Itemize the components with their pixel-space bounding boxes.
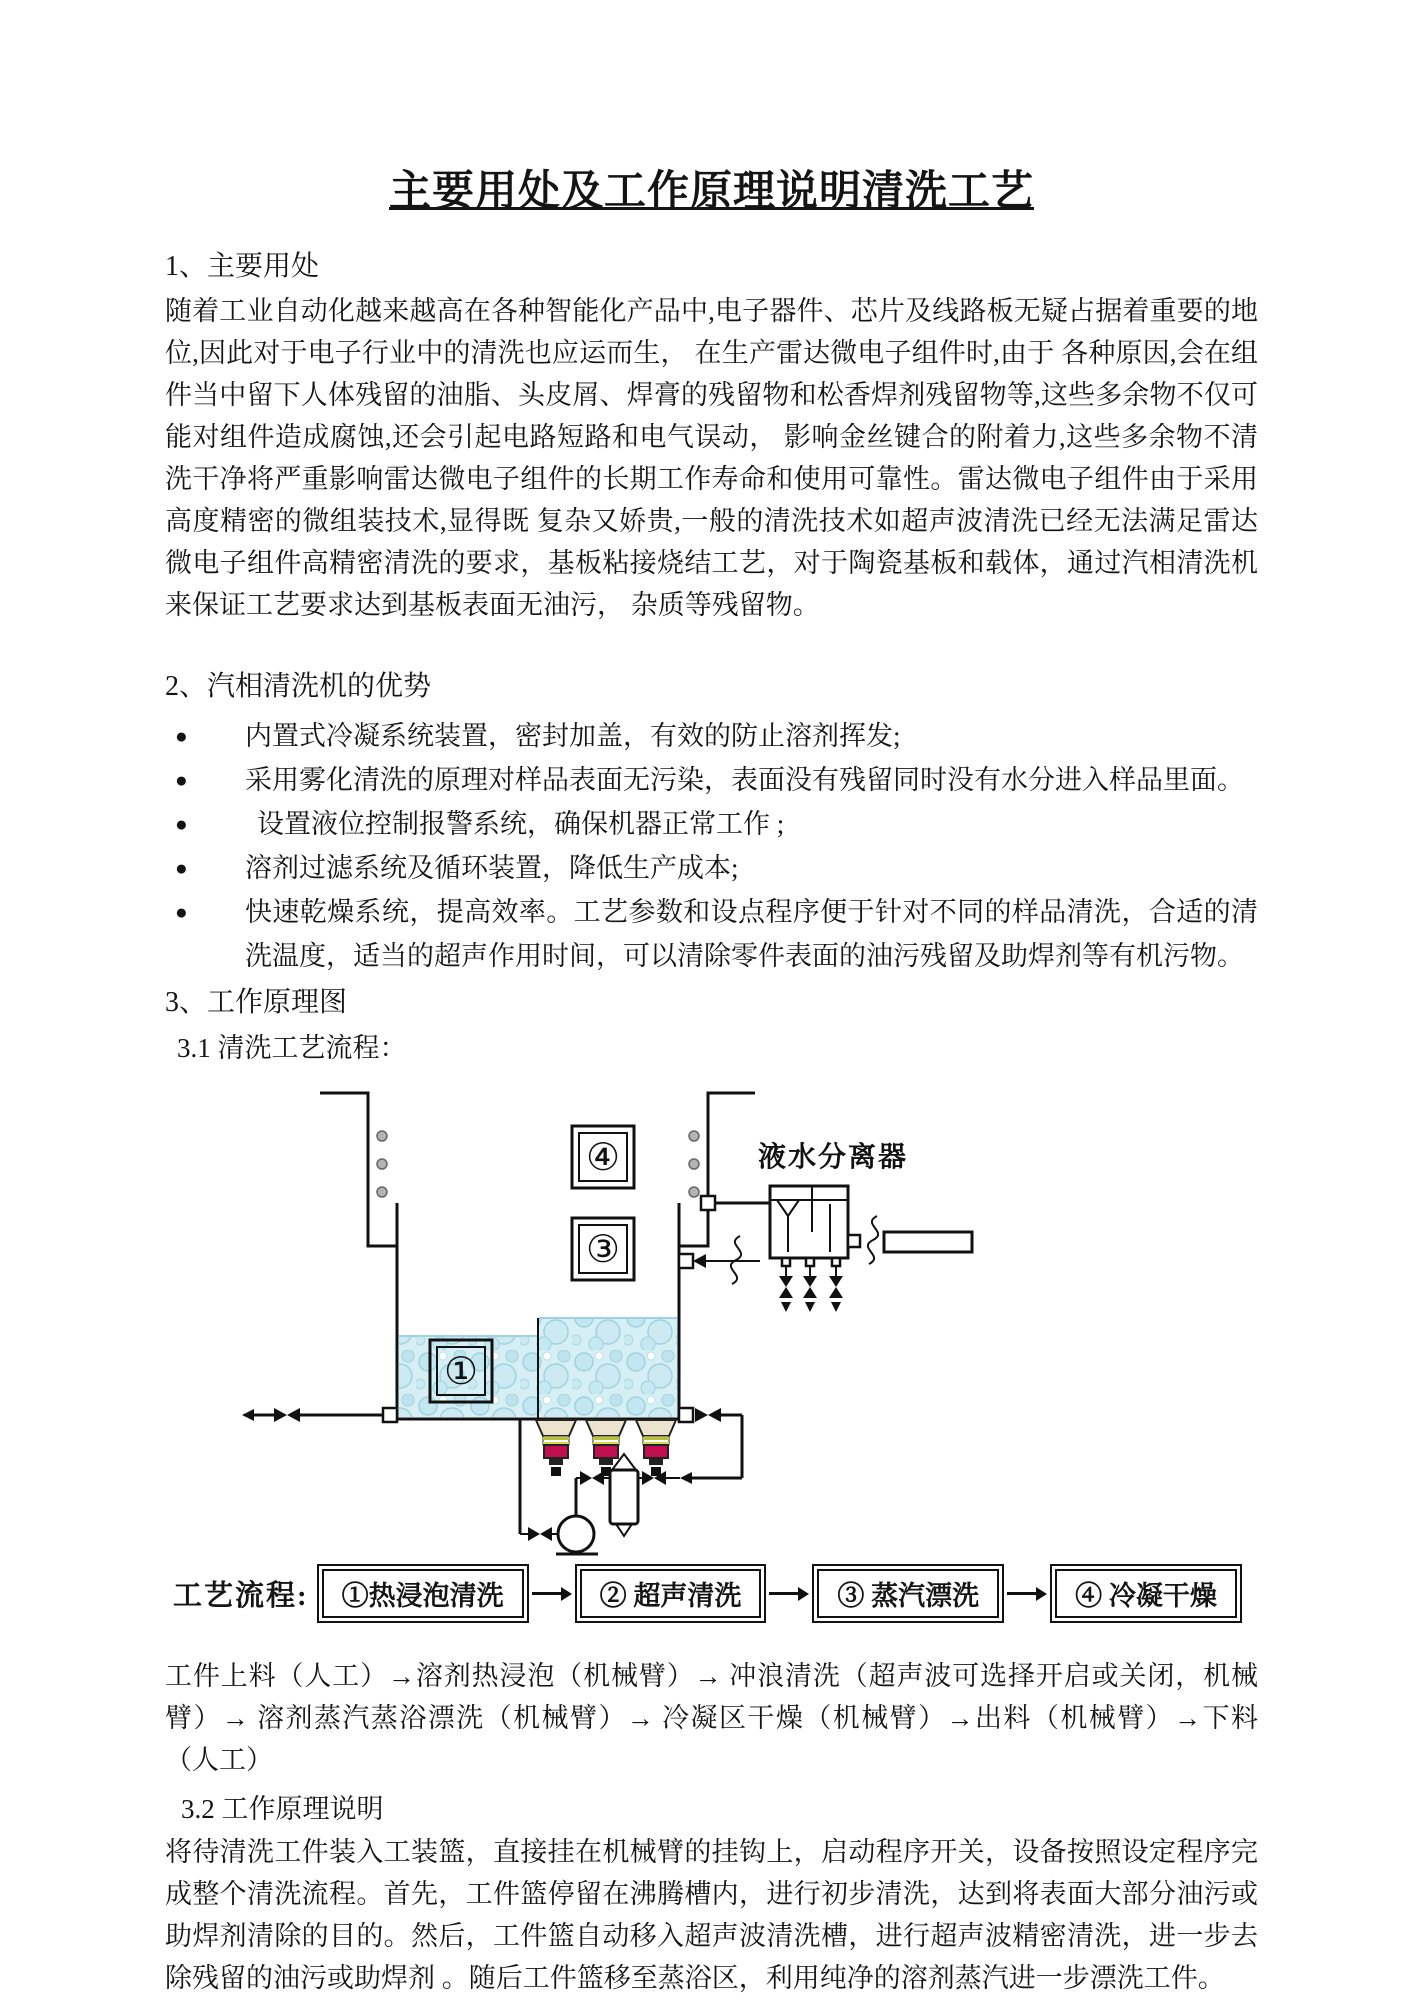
flow-step-box	[317, 1564, 529, 1623]
position-box-3	[572, 1218, 634, 1280]
flow-arrow-icon	[766, 1587, 812, 1601]
left-arrow-icon	[680, 1472, 692, 1484]
coil-dot-icon	[377, 1131, 387, 1141]
bullet-icon: ●	[175, 724, 188, 748]
flow-step-box	[812, 1564, 1004, 1623]
flow-step-label: ④ 冷凝干燥	[1055, 1569, 1237, 1618]
document-title: 主要用处及工作原理说明清洗工艺	[388, 169, 1034, 215]
section-1-heading: 1、主要用处	[165, 251, 320, 282]
return-pipe	[679, 1236, 760, 1284]
bullet-text: 内置式冷凝系统装置，密封加盖，有效的防止溶剂挥发;	[245, 721, 901, 751]
cleaning-tank	[397, 1203, 679, 1419]
bullet-text: 设置液位控制报警系统，确保机器正常工作 ;	[257, 809, 785, 839]
flow-label: 工艺流程:	[173, 1580, 309, 1612]
section-3-2-body: 将待清洗工件装入工装篮，直接挂在机械臂的挂钩上，启动程序开关，设备按照设定程序完成整个清洗流程。首先，工件篮停留在沸腾槽内，进行初步清洗，达到将表面大部分油污或助焊剂清除的目的。然后，工件篮自动移入超声波清洗槽，进行超声波精密清洗，进一步去除残留的油污或助焊剂 。随后工件篮移至蒸浴区，利用纯净的溶剂蒸汽进一步漂洗工件。	[165, 1837, 1258, 1993]
pipe-connector	[679, 1408, 693, 1422]
advantages-list	[165, 714, 1258, 978]
separator-label: 液水分离器	[758, 1142, 909, 1173]
flow-arrow-icon	[1004, 1587, 1050, 1601]
flow-step-box	[1050, 1564, 1242, 1623]
bullet-text: 采用雾化清洗的原理对样品表面无污染，表面没有残留同时没有水分进入样品里面。	[245, 765, 1244, 795]
flow-arrow-icon	[529, 1587, 575, 1601]
bullet-icon: ●	[175, 900, 188, 924]
flow-step-box	[575, 1564, 767, 1623]
separator-drain-valves	[779, 1258, 843, 1312]
ultrasonic-transducer-icon	[536, 1420, 576, 1476]
pipe-break-icon	[868, 1216, 878, 1264]
bullet-text: 快速乾燥系统，提高效率。工艺参数和设点程序便于针对不同的样品清洗，合适的清洗温度，适当的超声作用时间，可以清除零件表面的油污残留及助焊剂等有机污物。	[245, 897, 1258, 971]
water-separator	[701, 1186, 972, 1312]
pipe-connector	[701, 1196, 715, 1210]
flow-step-label: ③ 蒸汽漂洗	[817, 1569, 999, 1618]
valve-icon	[528, 1527, 540, 1541]
box-1-label: ①	[443, 1349, 479, 1393]
list-item	[165, 846, 1258, 890]
list-item	[165, 890, 1258, 978]
valve-icon	[274, 1408, 287, 1422]
left-arrow-icon	[242, 1409, 254, 1421]
valve-icon	[287, 1408, 300, 1422]
left-drain-valve	[242, 1408, 397, 1422]
box-4-label: ④	[585, 1135, 621, 1179]
section-1-body: 随着工业自动化越来越高在各种智能化产品中,电子器件、芯片及线路板无疑占据着重要的地位,因此对于电子行业中的清洗也应运而生， 在生产雷达微电子组件时,由于 各种原因,会在组件当中留下人体残留的油脂、头皮屑、焊膏的残留物和松香焊剂残留物等,这些多余物不仅可能对组件造成腐蚀,还会引起电路短路和电气误动， 影响金丝键合的附着力,这些多余物不清洗干净将严重影响雷达微电子组件的长期工作寿命和使用可靠性。雷达微电子组件由于采用高度精密的微组装技术,显得既 复杂又娇贵,一般的清洗技术如超声波清洗已经无法满足雷达微电子组件高精密清洗的要求，基板粘接烧结工艺，对于陶瓷基板和载体，通过汽相清洗机来保证工艺要求达到基板表面无油污， 杂质等残留物。	[165, 296, 1258, 620]
down-arrow-icon	[781, 1302, 791, 1312]
manual-flow-text: 工件上料（人工）→溶剂热浸泡（机械臂）→ 冲浪清洗（超声波可选择开启或关闭，机械臂）→ 溶剂蒸汽蒸浴漂洗（机械臂）→ 冷凝区干燥（机械臂）→出料（机械臂）→下料（人工）	[165, 1661, 1258, 1775]
process-diagram	[150, 1070, 1258, 1562]
coil-dot-icon	[689, 1187, 699, 1197]
ultrasonic-transducer-icon	[636, 1420, 676, 1476]
bullet-icon: ●	[175, 812, 188, 836]
valve-icon	[708, 1408, 721, 1422]
coil-dot-icon	[689, 1131, 699, 1141]
section-3-1-subheading: 3.1 清洗工艺流程：	[177, 1033, 407, 1063]
pipe-connector	[679, 1254, 693, 1268]
pump-icon	[556, 1516, 598, 1554]
valve-icon	[695, 1408, 708, 1422]
section-3-2-subheading: 3.2 工作原理说明	[181, 1794, 384, 1824]
pipe-connector	[848, 1235, 860, 1247]
ultrasonic-transducer-icon	[586, 1420, 626, 1476]
process-flow-row	[173, 1564, 1258, 1623]
bullet-icon: ●	[175, 768, 188, 792]
coil-dot-icon	[689, 1159, 699, 1169]
solvent-liquid	[539, 1318, 678, 1417]
bullet-icon: ●	[175, 856, 188, 880]
filter-icon	[610, 1454, 638, 1536]
valve-icon	[540, 1527, 552, 1541]
list-item	[165, 802, 1258, 846]
pipe-connector	[383, 1408, 397, 1422]
box-3-label: ③	[585, 1227, 621, 1271]
coil-dot-icon	[377, 1159, 387, 1169]
list-item	[165, 714, 1258, 758]
right-freeboard-wall	[680, 1093, 755, 1246]
outlet-pipe	[884, 1232, 972, 1252]
flow-step-label: ② 超声清洗	[580, 1569, 762, 1618]
bullet-text: 溶剂过滤系统及循环装置，降低生产成本;	[245, 853, 739, 883]
section-2-heading: 2、汽相清洗机的优势	[165, 671, 432, 702]
section-3-heading: 3、工作原理图	[165, 987, 348, 1018]
down-arrow-icon	[805, 1302, 815, 1312]
valve-icon	[580, 1471, 592, 1485]
left-freeboard-wall	[320, 1093, 396, 1246]
list-item	[165, 758, 1258, 802]
left-arrow-icon	[693, 1254, 706, 1268]
position-box-4	[572, 1126, 634, 1188]
down-arrow-icon	[831, 1302, 841, 1312]
coil-dot-icon	[377, 1187, 387, 1197]
flow-step-label: ①热浸泡清洗	[322, 1569, 524, 1618]
